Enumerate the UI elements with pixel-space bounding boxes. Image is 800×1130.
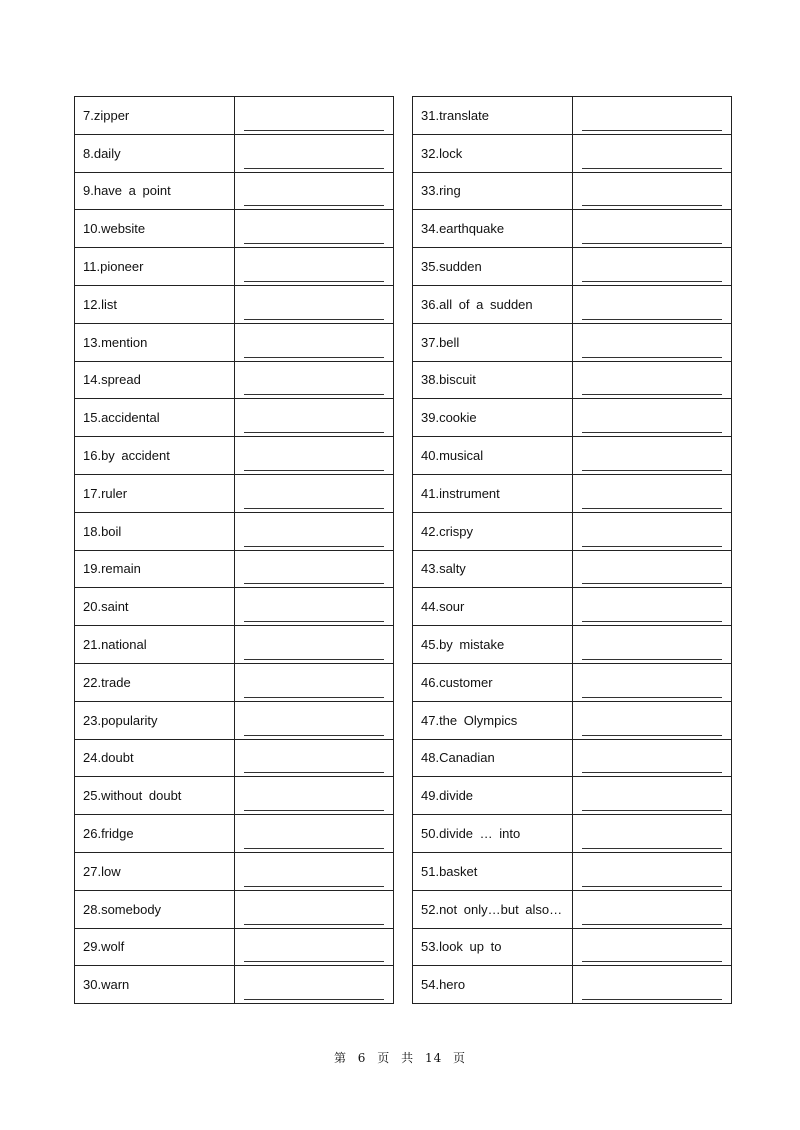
vocab-word: 42.crispy — [413, 512, 573, 550]
answer-blank[interactable] — [235, 97, 394, 135]
vocab-word: 49.divide — [413, 777, 573, 815]
vocab-word: 37.bell — [413, 323, 573, 361]
answer-underline — [244, 999, 384, 1000]
vocab-word: 44.sour — [413, 588, 573, 626]
vocab-word: 41.instrument — [413, 474, 573, 512]
answer-underline — [244, 432, 384, 433]
answer-blank[interactable] — [235, 550, 394, 588]
answer-underline — [582, 659, 722, 660]
vocab-row — [413, 512, 732, 550]
answer-blank[interactable] — [573, 550, 732, 588]
vocab-word: 19.remain — [75, 550, 235, 588]
vocab-table-left — [74, 96, 394, 1004]
answer-underline — [244, 205, 384, 206]
answer-underline — [582, 735, 722, 736]
vocab-row — [75, 134, 394, 172]
vocab-row — [413, 815, 732, 853]
vocab-row — [75, 437, 394, 475]
vocab-word: 7.zipper — [75, 97, 235, 135]
vocab-word: 8.daily — [75, 134, 235, 172]
footer-current-page: 6 — [357, 1051, 367, 1065]
vocab-word: 33.ring — [413, 172, 573, 210]
vocab-word: 50.divide … into — [413, 815, 573, 853]
vocab-row — [75, 474, 394, 512]
vocab-row — [413, 323, 732, 361]
vocab-row — [413, 550, 732, 588]
vocab-row — [413, 588, 732, 626]
vocab-row — [413, 966, 732, 1004]
answer-underline — [244, 961, 384, 962]
vocab-row — [413, 928, 732, 966]
vocab-row — [413, 474, 732, 512]
answer-blank[interactable] — [573, 399, 732, 437]
answer-blank[interactable] — [573, 890, 732, 928]
answer-underline — [244, 281, 384, 282]
answer-underline — [582, 924, 722, 925]
vocab-word: 38.biscuit — [413, 361, 573, 399]
answer-blank[interactable] — [235, 210, 394, 248]
vocab-row — [413, 97, 732, 135]
answer-underline — [582, 243, 722, 244]
vocab-word: 51.basket — [413, 852, 573, 890]
answer-blank[interactable] — [573, 97, 732, 135]
vocab-row — [75, 852, 394, 890]
vocab-row — [413, 701, 732, 739]
vocab-word: 24.doubt — [75, 739, 235, 777]
answer-blank[interactable] — [573, 248, 732, 286]
answer-underline — [582, 961, 722, 962]
vocab-word: 45.by mistake — [413, 626, 573, 664]
vocab-row — [75, 890, 394, 928]
vocab-row — [75, 777, 394, 815]
answer-blank[interactable] — [235, 437, 394, 475]
vocab-word: 43.salty — [413, 550, 573, 588]
answer-blank[interactable] — [235, 815, 394, 853]
vocab-table-left-body — [75, 97, 394, 1004]
answer-blank[interactable] — [235, 890, 394, 928]
answer-underline — [582, 772, 722, 773]
answer-underline — [244, 810, 384, 811]
answer-blank[interactable] — [235, 361, 394, 399]
vocab-word: 28.somebody — [75, 890, 235, 928]
vocab-word: 17.ruler — [75, 474, 235, 512]
answer-underline — [244, 772, 384, 773]
answer-underline — [582, 470, 722, 471]
answer-underline — [244, 394, 384, 395]
vocab-row — [75, 512, 394, 550]
vocab-word: 30.warn — [75, 966, 235, 1004]
vocab-word: 29.wolf — [75, 928, 235, 966]
vocab-word: 27.low — [75, 852, 235, 890]
vocab-table-right — [412, 96, 732, 1004]
vocab-word: 10.website — [75, 210, 235, 248]
vocab-row — [413, 663, 732, 701]
answer-underline — [582, 432, 722, 433]
vocab-word: 26.fridge — [75, 815, 235, 853]
vocab-word: 25.without doubt — [75, 777, 235, 815]
answer-blank[interactable] — [573, 663, 732, 701]
answer-underline — [244, 659, 384, 660]
answer-blank[interactable] — [573, 701, 732, 739]
answer-underline — [582, 546, 722, 547]
answer-blank[interactable] — [235, 248, 394, 286]
answer-blank[interactable] — [573, 928, 732, 966]
vocab-row — [413, 777, 732, 815]
vocab-table-right-body — [413, 97, 732, 1004]
answer-blank[interactable] — [235, 172, 394, 210]
vocab-word: 20.saint — [75, 588, 235, 626]
vocab-row — [75, 815, 394, 853]
footer-prefix: 第 — [333, 1051, 347, 1065]
vocab-row — [75, 739, 394, 777]
vocab-word: 40.musical — [413, 437, 573, 475]
answer-underline — [582, 848, 722, 849]
vocab-word: 16.by accident — [75, 437, 235, 475]
answer-blank[interactable] — [235, 588, 394, 626]
vocab-row — [413, 134, 732, 172]
answer-blank[interactable] — [235, 512, 394, 550]
vocab-row — [75, 399, 394, 437]
vocab-word: 31.translate — [413, 97, 573, 135]
answer-underline — [244, 735, 384, 736]
vocab-row — [413, 890, 732, 928]
answer-underline — [244, 319, 384, 320]
vocab-row — [75, 97, 394, 135]
vocab-word: 48.Canadian — [413, 739, 573, 777]
vocab-word: 9.have a point — [75, 172, 235, 210]
vocab-row — [413, 399, 732, 437]
answer-underline — [244, 697, 384, 698]
vocab-word: 14.spread — [75, 361, 235, 399]
answer-blank[interactable] — [573, 512, 732, 550]
answer-blank[interactable] — [235, 626, 394, 664]
vocab-word: 32.lock — [413, 134, 573, 172]
vocab-row — [413, 172, 732, 210]
answer-blank[interactable] — [235, 134, 394, 172]
answer-underline — [244, 886, 384, 887]
answer-underline — [244, 168, 384, 169]
answer-underline — [244, 243, 384, 244]
vocab-row — [413, 361, 732, 399]
footer-total-prefix: 共 — [401, 1051, 415, 1065]
answer-blank[interactable] — [573, 739, 732, 777]
footer-total-pages: 14 — [424, 1051, 443, 1065]
vocab-row — [75, 361, 394, 399]
answer-blank[interactable] — [573, 815, 732, 853]
answer-underline — [582, 886, 722, 887]
vocab-word: 13.mention — [75, 323, 235, 361]
footer-suffix: 页 — [453, 1051, 467, 1065]
answer-underline — [244, 924, 384, 925]
vocab-row — [75, 210, 394, 248]
vocab-word: 36.all of a sudden — [413, 285, 573, 323]
vocab-word: 22.trade — [75, 663, 235, 701]
vocab-row — [413, 210, 732, 248]
footer-page-char: 页 — [377, 1051, 391, 1065]
answer-underline — [244, 470, 384, 471]
vocab-row — [75, 248, 394, 286]
answer-blank[interactable] — [235, 323, 394, 361]
answer-blank[interactable] — [573, 777, 732, 815]
vocab-word: 53.look up to — [413, 928, 573, 966]
vocab-row — [413, 739, 732, 777]
vocab-row — [75, 663, 394, 701]
vocab-row — [413, 248, 732, 286]
answer-blank[interactable] — [573, 323, 732, 361]
answer-underline — [582, 621, 722, 622]
vocab-row — [413, 626, 732, 664]
answer-blank[interactable] — [573, 437, 732, 475]
vocab-word: 35.sudden — [413, 248, 573, 286]
answer-underline — [244, 583, 384, 584]
vocab-word: 39.cookie — [413, 399, 573, 437]
answer-underline — [582, 168, 722, 169]
vocab-word: 18.boil — [75, 512, 235, 550]
answer-blank[interactable] — [235, 739, 394, 777]
vocab-row — [75, 172, 394, 210]
vocab-word: 34.earthquake — [413, 210, 573, 248]
answer-blank[interactable] — [235, 474, 394, 512]
vocab-word: 23.popularity — [75, 701, 235, 739]
vocab-row — [75, 588, 394, 626]
answer-blank[interactable] — [573, 588, 732, 626]
answer-blank[interactable] — [573, 966, 732, 1004]
vocab-row — [413, 852, 732, 890]
answer-underline — [244, 621, 384, 622]
answer-blank[interactable] — [573, 285, 732, 323]
answer-underline — [244, 546, 384, 547]
answer-underline — [582, 999, 722, 1000]
vocab-word: 11.pioneer — [75, 248, 235, 286]
vocab-word: 12.list — [75, 285, 235, 323]
answer-blank[interactable] — [235, 852, 394, 890]
answer-blank[interactable] — [573, 134, 732, 172]
vocab-row — [413, 437, 732, 475]
answer-underline — [582, 583, 722, 584]
answer-blank[interactable] — [235, 701, 394, 739]
answer-underline — [244, 848, 384, 849]
answer-underline — [582, 697, 722, 698]
answer-underline — [582, 357, 722, 358]
vocab-word: 52.not only…but also… — [413, 890, 573, 928]
answer-blank[interactable] — [573, 474, 732, 512]
answer-blank[interactable] — [235, 928, 394, 966]
answer-blank[interactable] — [573, 172, 732, 210]
answer-underline — [582, 394, 722, 395]
answer-underline — [582, 281, 722, 282]
answer-underline — [244, 508, 384, 509]
answer-underline — [582, 130, 722, 131]
answer-blank[interactable] — [235, 777, 394, 815]
vocab-row — [75, 323, 394, 361]
answer-blank[interactable] — [573, 361, 732, 399]
vocab-row — [75, 626, 394, 664]
answer-blank[interactable] — [573, 626, 732, 664]
vocab-row — [75, 966, 394, 1004]
vocab-row — [413, 285, 732, 323]
answer-blank[interactable] — [235, 399, 394, 437]
answer-underline — [582, 205, 722, 206]
vocab-word: 21.national — [75, 626, 235, 664]
vocab-word: 46.customer — [413, 663, 573, 701]
answer-blank[interactable] — [235, 663, 394, 701]
answer-blank[interactable] — [235, 966, 394, 1004]
answer-blank[interactable] — [573, 852, 732, 890]
answer-underline — [244, 130, 384, 131]
answer-underline — [244, 357, 384, 358]
vocab-row — [75, 285, 394, 323]
vocab-row — [75, 701, 394, 739]
page-footer — [0, 1049, 800, 1066]
answer-underline — [582, 319, 722, 320]
answer-underline — [582, 508, 722, 509]
answer-blank[interactable] — [235, 285, 394, 323]
answer-underline — [582, 810, 722, 811]
vocab-word: 15.accidental — [75, 399, 235, 437]
vocab-word: 54.hero — [413, 966, 573, 1004]
vocab-row — [75, 550, 394, 588]
vocab-row — [75, 928, 394, 966]
answer-blank[interactable] — [573, 210, 732, 248]
vocab-word: 47.the Olympics — [413, 701, 573, 739]
